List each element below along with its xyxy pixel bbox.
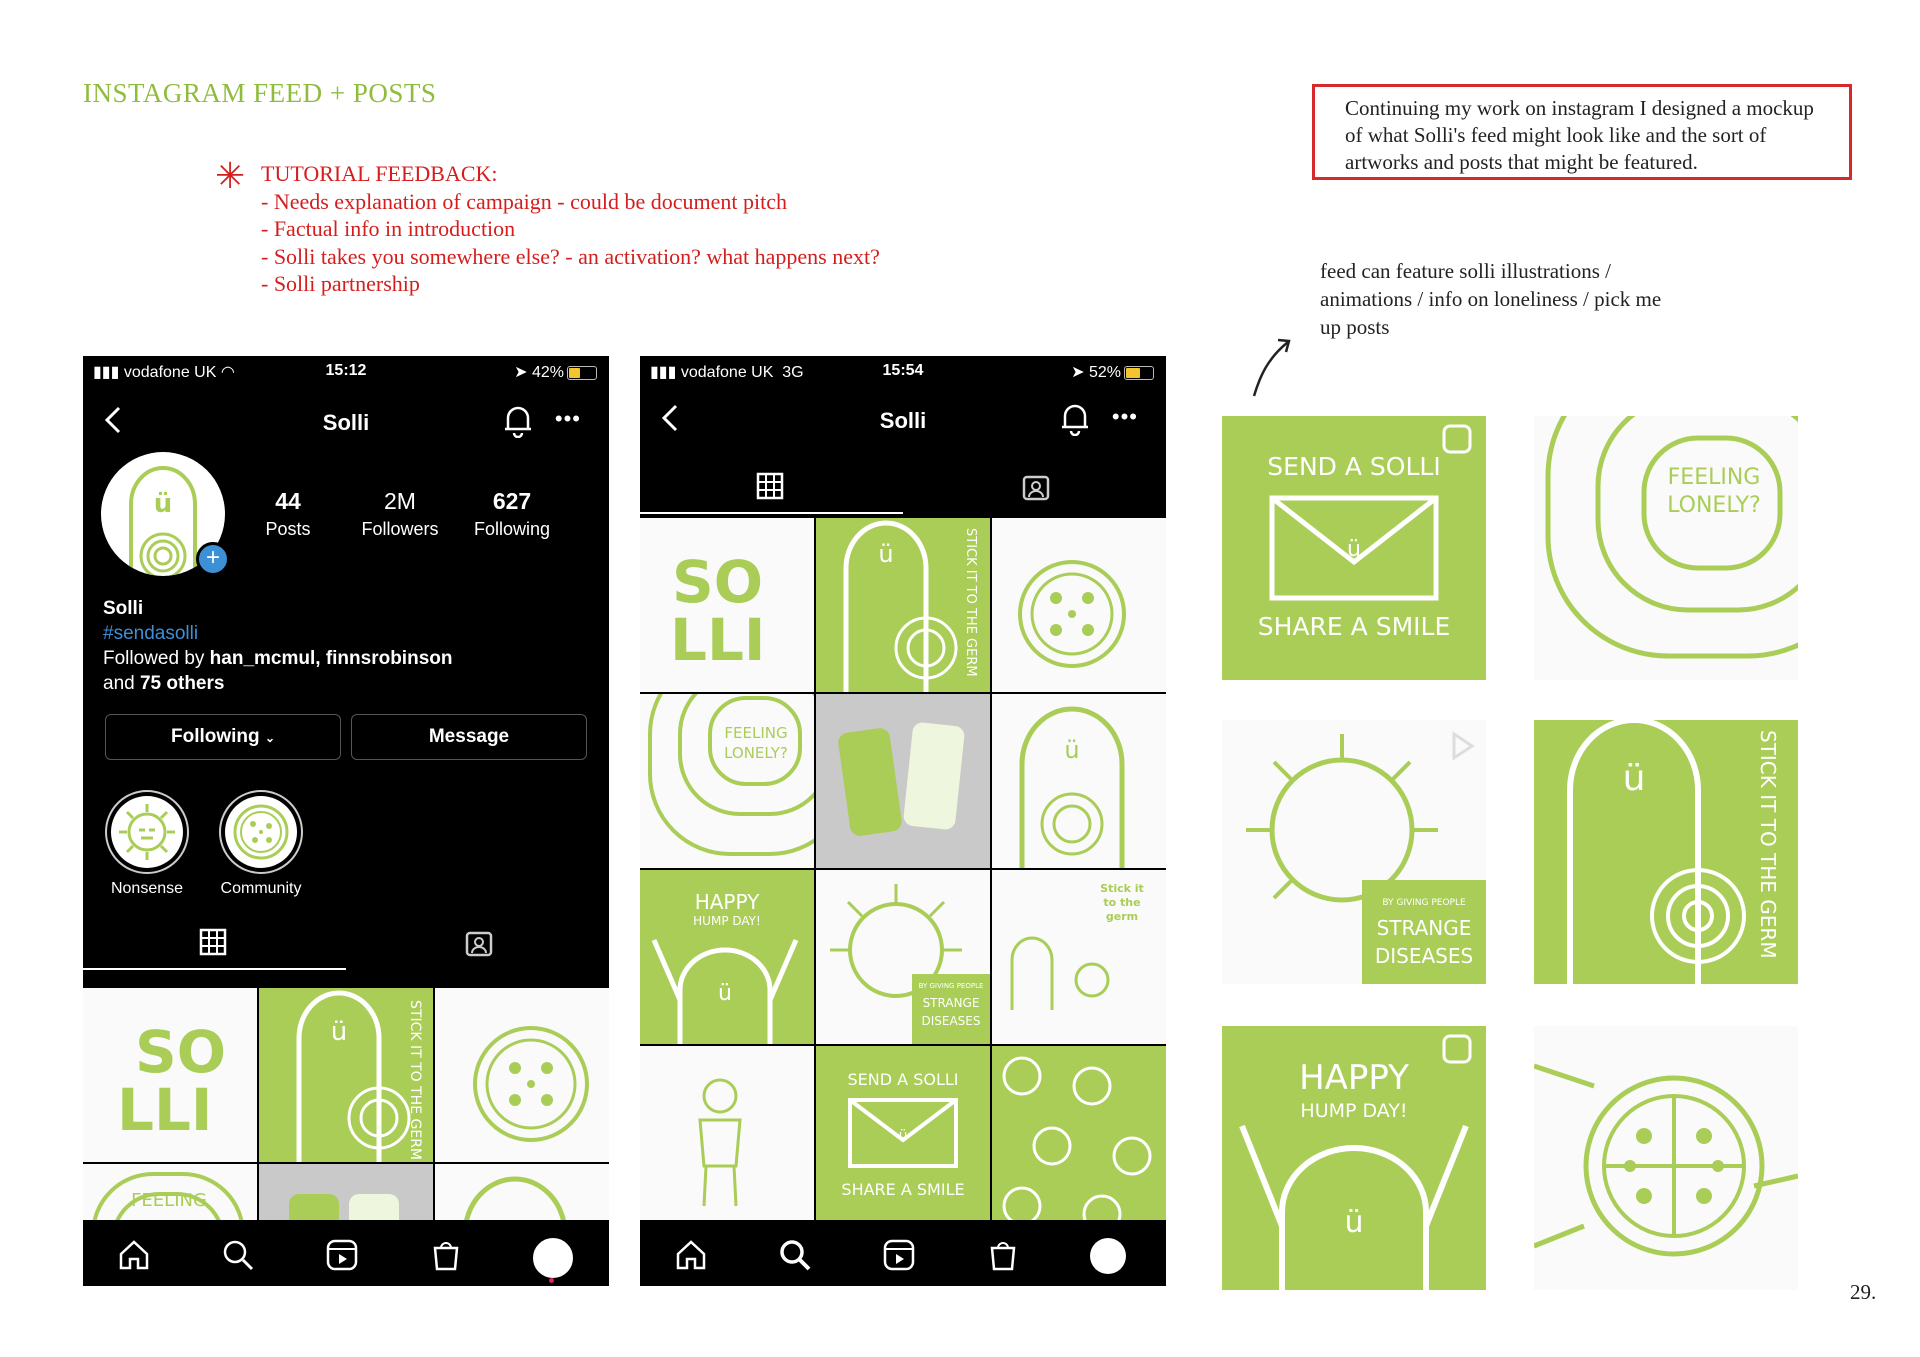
tile-caption: HUMP DAY! xyxy=(1300,1100,1408,1122)
battery-label: 42% xyxy=(531,364,564,381)
profile-navbar xyxy=(83,396,609,446)
reels-icon[interactable] xyxy=(325,1238,359,1272)
logo-text: LLI xyxy=(117,1076,213,1144)
phone-feed-screen xyxy=(640,356,1166,1286)
tutorial-feedback xyxy=(215,156,880,298)
status-time: 15:12 xyxy=(325,362,367,379)
tile-caption: SHARE A SMILE xyxy=(1257,612,1451,641)
post-germ-pattern[interactable] xyxy=(992,1046,1166,1220)
shop-icon[interactable] xyxy=(429,1238,463,1272)
post-solli-character[interactable] xyxy=(992,694,1166,868)
post-figure-sketch[interactable] xyxy=(640,1046,814,1220)
profile-bio xyxy=(103,596,593,696)
carrier-label: vodafone UK xyxy=(123,364,217,381)
profile-tab-avatar[interactable] xyxy=(533,1238,573,1278)
tile-pizza xyxy=(1534,1026,1798,1290)
tile-caption: FEELING xyxy=(1667,465,1761,490)
tile-caption: SEND A SOLLI xyxy=(1267,452,1441,481)
location-icon: ➤ xyxy=(1071,364,1085,381)
caption-line: germ xyxy=(1105,910,1139,923)
post-strange-diseases[interactable] xyxy=(816,870,990,1044)
home-icon[interactable] xyxy=(117,1238,151,1272)
followed-by-prefix: Followed by xyxy=(103,648,210,669)
highlight-label: Nonsense xyxy=(110,880,184,897)
post-solli-logo[interactable] xyxy=(640,518,814,692)
svg-text:ü: ü xyxy=(330,1017,348,1047)
tile-send-solli xyxy=(1222,416,1486,680)
tile-caption: BY GIVING PEOPLE xyxy=(1382,898,1466,908)
highlight-label: Community xyxy=(220,880,302,897)
tile-caption: STRANGE xyxy=(1376,916,1472,940)
caption-line: Stick it xyxy=(1100,882,1144,895)
caption-line: to the xyxy=(1103,896,1141,909)
reels-icon[interactable] xyxy=(882,1238,916,1272)
followed-by[interactable] xyxy=(103,646,593,671)
svg-text:ü: ü xyxy=(1622,758,1646,799)
stat-value: 2M xyxy=(384,488,416,514)
followed-by-and: and xyxy=(103,673,140,694)
stat-posts[interactable] xyxy=(233,488,343,540)
post-caption: DISEASES xyxy=(921,1014,981,1028)
grid-icon xyxy=(756,472,784,500)
chevron-down-icon: ⌄ xyxy=(264,731,275,745)
post-caption-small xyxy=(1092,882,1152,924)
more-options-icon[interactable]: ••• xyxy=(1111,404,1138,429)
post-caption: HAPPY xyxy=(694,890,760,914)
followed-by-others[interactable] xyxy=(103,671,593,696)
pizza-icon xyxy=(225,796,297,868)
feedback-title: TUTORIAL FEEDBACK: xyxy=(261,161,498,186)
add-story-icon[interactable]: + xyxy=(196,542,230,576)
stat-followers[interactable] xyxy=(345,488,455,540)
wifi-icon: ◠ xyxy=(220,364,235,381)
post-solli-logo[interactable] xyxy=(83,988,257,1162)
svg-text:ü: ü xyxy=(1344,1205,1364,1240)
location-icon: ➤ xyxy=(514,364,528,381)
post-caption: BY GIVING PEOPLE xyxy=(918,982,984,990)
tile-happy-hump-day xyxy=(1222,1026,1486,1290)
post-caption: HUMP DAY! xyxy=(693,914,761,928)
tile-caption: STICK IT TO THE GERM xyxy=(1756,730,1780,959)
video-icon xyxy=(1454,734,1472,758)
tile-caption: HAPPY xyxy=(1299,1058,1409,1098)
phone-profile-screen xyxy=(83,356,609,1286)
post-pizza[interactable] xyxy=(435,988,609,1162)
stat-label: Following xyxy=(473,519,551,539)
tab-tagged[interactable] xyxy=(903,460,1166,514)
profile-tabs xyxy=(83,916,609,970)
feedback-item: - Solli takes you somewhere else? - an activation? what happens next? xyxy=(261,243,880,269)
post-caption: LONELY? xyxy=(724,744,788,762)
tab-grid[interactable] xyxy=(83,916,346,970)
bottom-tab-bar xyxy=(640,1220,1166,1286)
post-grid xyxy=(640,518,1166,1220)
following-button[interactable] xyxy=(105,714,341,760)
post-phone-cases[interactable] xyxy=(816,694,990,868)
logo-text: LLI xyxy=(670,606,766,674)
svg-text:ü: ü xyxy=(1064,736,1080,764)
bell-icon[interactable] xyxy=(1060,402,1090,436)
svg-text:ü: ü xyxy=(898,1128,908,1144)
tile-caption: DISEASES xyxy=(1374,944,1474,968)
post-caption: STICK IT TO THE GERM xyxy=(407,1000,423,1161)
post-caption: FEELING xyxy=(131,1190,207,1211)
feedback-item: - Solli partnership xyxy=(261,271,420,296)
following-label: Following xyxy=(171,726,260,747)
network-label: 3G xyxy=(782,364,804,381)
status-bar xyxy=(640,356,1166,384)
battery-label: 52% xyxy=(1088,364,1121,381)
profile-navbar xyxy=(640,394,1166,444)
stat-value: 44 xyxy=(275,488,301,514)
profile-username: Solli xyxy=(879,408,927,433)
logo-text: SO xyxy=(135,1018,227,1086)
carousel-icon xyxy=(1444,426,1470,452)
post-caption: STICK IT TO THE GERM xyxy=(963,528,978,677)
post-feeling-lonely[interactable] xyxy=(640,694,814,868)
signal-icon: ▮▮▮ xyxy=(93,364,120,381)
tile-stick-germ xyxy=(1534,720,1798,984)
profile-tabs xyxy=(640,460,1166,514)
tile-caption: LONELY? xyxy=(1667,493,1761,518)
home-icon[interactable] xyxy=(674,1238,708,1272)
svg-text:ü: ü xyxy=(718,981,732,1006)
profile-name: Solli xyxy=(103,598,144,619)
asterisk-icon: ✳ xyxy=(215,156,246,196)
stat-label: Followers xyxy=(361,519,439,539)
more-options-icon[interactable]: ••• xyxy=(554,406,581,431)
status-time: 15:54 xyxy=(882,362,924,379)
tagged-user-icon xyxy=(1021,472,1051,502)
svg-text:ü: ü xyxy=(878,540,894,568)
message-button[interactable]: Message xyxy=(351,714,587,760)
post-caption: FEELING xyxy=(724,724,788,742)
highlight-community[interactable] xyxy=(219,790,303,874)
tab-grid[interactable] xyxy=(640,460,903,514)
hashtag-link[interactable]: #sendasolli xyxy=(103,623,199,644)
feed-note: feed can feature solli illustrations / animations / info on loneliness / pick me up posts xyxy=(1320,259,1662,339)
search-icon[interactable] xyxy=(778,1238,812,1272)
post-stick-germ[interactable] xyxy=(816,518,990,692)
shop-icon[interactable] xyxy=(986,1238,1020,1272)
battery-icon xyxy=(1124,366,1154,380)
post-stick-germ[interactable] xyxy=(259,988,433,1162)
stat-label: Posts xyxy=(265,519,311,539)
signal-icon: ▮▮▮ xyxy=(650,364,677,381)
page-title: INSTAGRAM FEED + POSTS xyxy=(83,78,437,108)
post-pizza[interactable] xyxy=(992,518,1166,692)
battery-icon xyxy=(567,366,597,380)
tile-strange-diseases xyxy=(1222,720,1486,984)
tab-tagged[interactable] xyxy=(346,916,609,970)
svg-text:ü: ü xyxy=(1347,537,1361,562)
tile-feeling-lonely xyxy=(1534,416,1798,680)
germ-icon xyxy=(111,796,183,868)
description-note: Continuing my work on instagram I designed a mockup of what Solli's feed might look like and the sort of artworks and posts that might be featured. xyxy=(1312,84,1852,180)
post-happy-hump-day[interactable] xyxy=(640,870,814,1044)
notification-dot xyxy=(549,1278,554,1283)
arrow-icon xyxy=(1248,332,1308,400)
feedback-item: - Factual info in introduction xyxy=(261,216,516,241)
post-caption: SEND A SOLLI xyxy=(847,1070,959,1089)
followed-by-count: 75 others xyxy=(139,673,225,694)
followed-by-names: han_mcmul, finnsrobinson xyxy=(209,648,453,669)
bell-icon[interactable] xyxy=(503,404,533,438)
page-number: 29. xyxy=(1850,1280,1877,1304)
feedback-item: - Needs explanation of campaign - could be document pitch xyxy=(261,188,787,214)
profile-tab-avatar[interactable] xyxy=(1090,1238,1126,1274)
post-send-solli[interactable] xyxy=(816,1046,990,1220)
status-bar xyxy=(83,356,609,384)
svg-text:ü: ü xyxy=(153,489,173,519)
stat-value: 627 xyxy=(492,488,532,514)
logo-text: SO xyxy=(672,548,764,616)
profile-username: Solli xyxy=(322,410,370,435)
post-stick-germ-small[interactable] xyxy=(992,870,1166,1044)
stat-following[interactable] xyxy=(457,488,567,540)
highlight-nonsense[interactable] xyxy=(105,790,189,874)
post-caption: SHARE A SMILE xyxy=(841,1180,965,1199)
search-icon[interactable] xyxy=(221,1238,255,1272)
tagged-user-icon xyxy=(464,928,494,958)
post-caption: STRANGE xyxy=(922,996,980,1010)
grid-icon xyxy=(199,928,227,956)
bottom-tab-bar xyxy=(83,1220,609,1286)
carrier-label: vodafone UK xyxy=(680,364,774,381)
